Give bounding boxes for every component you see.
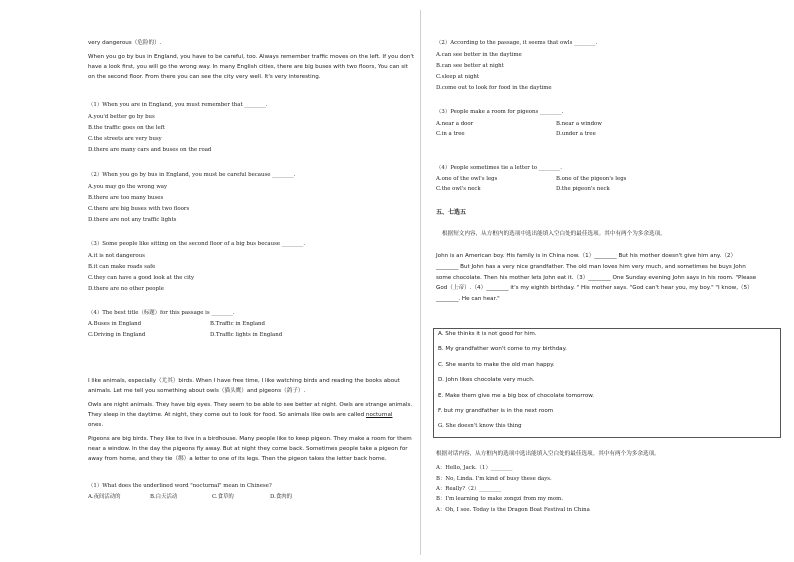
option[interactable]: B.it can make roads safe [88,264,156,270]
option[interactable]: B.there are too many buses [88,195,164,201]
instruction-text: 根据短文内容，从方框内的选项中选出能填入空白处的最佳选项。其中有两个为多余选项。 [442,231,666,237]
option[interactable]: C.sleep at night [436,74,480,80]
dialog-line: B：No, Linda. I'm kind of busy these days. [436,476,552,482]
option[interactable]: A.Buses in England [88,321,142,327]
box-option[interactable]: C. She wants to make the old man happy. [438,362,555,368]
box-option[interactable]: G. She doesn't know this thing [438,423,522,429]
option[interactable]: B.Traffic in England [210,321,265,327]
passage-line: have a look first, you will go the wrong way. In many English cities, there are big buses with two floors, You can sit [88,64,408,70]
option[interactable]: B.near a window [556,121,602,127]
question-stem: （4）The best title（标题）for this passage is ________. [88,310,235,316]
option[interactable]: D.there are no other people [88,286,164,292]
option[interactable]: C.the owl's neck [436,186,481,192]
box-option[interactable]: B. My grandfather won't come to my birthday. [438,346,567,352]
option[interactable]: C.in a tree [436,131,465,137]
passage-line: I like animals, especially（尤其）birds. When I have free time, I like watching birds and reading the books about [88,378,400,384]
passage-line: When you go by bus in England, you have to be careful, too. Always remember traffic moves on the left. If you don't [88,54,415,60]
dialog-line: A：Hello, Jack.（1）________ [436,465,513,471]
question-stem: （1）When you are in England, you must remember that ________. [88,102,268,108]
box-option[interactable]: A. She thinks it is not good for him. [438,331,537,337]
underlined-word: nocturnal [365,412,393,418]
passage-line: away from home, and they tie（绑）a letter to one of its legs. Then the pigeon takes the letter back home. [88,456,387,462]
story-line: ________ But John has a very nice grandfather. The old man loves him very much, and sometimes he buys John [436,264,746,270]
option[interactable]: D.Traffic lights in England [210,332,283,338]
question-stem: （1）What does the underlined word "nocturnal" mean in Chinese? [88,483,272,489]
option[interactable]: A.one of the owl's legs [436,176,498,182]
option[interactable]: A.夜间活动的 [88,494,121,500]
box-option[interactable]: D. John likes chocolate very much. [438,377,535,383]
dialog-line: A：Oh, I see. Today is the Dragon Boat Festival in China [436,507,590,513]
story-line: John is an American boy. His family is in China now.（1）________ But his mother doesn't give him any.（2） [436,253,737,259]
passage-line: on the second floor. From there you can see the city very well. It's very interesting. [88,74,321,80]
passage-text: They sleep in the daytime. At night, they come out to look for food. So animals like owls are called [88,412,365,418]
passage-line: Pigeons are big birds. They like to live in a birdhouse. Many people like to keep pigeon. They make a room for them [88,436,412,442]
option[interactable]: A.you may go the wrong way [88,184,168,190]
passage-line: ones. [88,422,104,428]
passage-line: near a window. In the day the pigeons fly away. But at night they come back. Sometimes people take a pigeon for [88,446,408,452]
story-line: God（上帝）.（4）________ it's my eighth birthday. " His mother says. "God can't hear you, my boy." "I know,（5） [436,285,753,291]
box-option[interactable]: E. Make them give me a big box of chocolate tomorrow. [438,393,595,399]
option[interactable]: C.the streets are very busy [88,136,162,142]
passage-line: animals. Let me tell you something about owls（猫头鹰）and pigeons（鸽子）. [88,388,306,394]
option[interactable]: D.come out to look for food in the daytime [436,85,552,91]
option[interactable]: B.the traffic goes on the left [88,125,165,131]
option[interactable]: D.the pigeon's neck [556,186,610,192]
story-line: ________. He can hear." [436,296,500,302]
question-stem: （2）According to the passage, it seems that owls ________. [436,40,598,46]
option[interactable]: A.it is not dangerous [88,253,145,259]
dialog-line: A：Really?（2）________ [436,486,501,492]
story-line: some chocolate. Then his mother lets John eat it.（3）________ One Sunday evening John says in his room. "Please [436,275,757,281]
passage-end-line: very dangerous（危险的）. [88,40,162,46]
option[interactable]: C.there are big buses with two floors [88,206,190,212]
option[interactable]: D.there are many cars and buses on the road [88,147,212,153]
option[interactable]: D.there are not any traffic lights [88,217,177,223]
question-stem: （4）People sometimes tie a letter to ________. [436,165,562,171]
option[interactable]: D.食肉的 [270,494,293,500]
option[interactable]: B.白天活动 [150,494,178,500]
option[interactable]: A.you'd better go by bus [88,114,155,120]
dialog-line: B：I'm learning to make zongzi from my mom. [436,496,563,502]
passage-line: Owls are night animals. They have big eyes. They seem to be able to see better at night. Owls are strange animals. [88,402,413,408]
question-stem: （3）Some people like sitting on the second floor of a big bus because ________. [88,241,306,247]
box-option[interactable]: F. but my grandfather is in the next room [438,408,554,414]
option[interactable]: C.they can have a good look at the city [88,275,195,281]
passage-line [88,412,392,419]
section-heading: 五、七选五 [436,209,467,216]
option[interactable]: B.one of the pigeon's legs [556,176,627,182]
option[interactable]: C.食草的 [212,494,234,500]
instruction-text: 根据对话内容，从方框内的选项中选出能填入空白处的最佳选项。其中有两个为多余选项。 [436,451,660,457]
option[interactable]: C.Driving in England [88,332,146,338]
question-stem: （3）People make a room for pigeons ________. [436,109,564,115]
option[interactable]: A.near a door [436,121,474,127]
option[interactable]: D.under a tree [556,131,596,137]
option[interactable]: B.can see better at night [436,63,504,69]
option[interactable]: A.can see better in the daytime [436,52,522,58]
question-stem: （2）When you go by bus in England, you must be careful because ________. [88,172,296,178]
